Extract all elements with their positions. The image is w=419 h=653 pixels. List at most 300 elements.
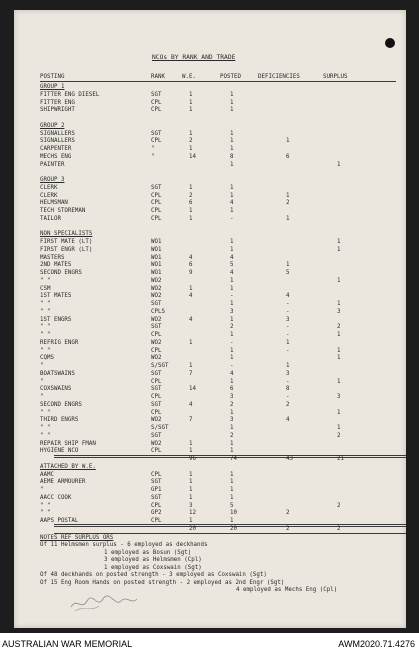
we-cell: 1 [189,448,193,455]
posted-cell: 1 [230,479,234,486]
posted-cell: 3 [230,417,234,424]
rank-cell: CPL [151,347,162,354]
rank-cell: S/SGT [151,363,169,369]
we-cell: 1 [189,440,193,447]
rank-cell: CPL [151,502,162,509]
we-cell: 2 [189,138,193,145]
posting-cell: " " [40,347,51,354]
we-cell: 1 [189,130,193,137]
table-row [14,355,406,362]
rank-cell: SGT [151,130,162,137]
deficiencies-cell: - [286,301,290,307]
table-row [14,92,406,99]
posting-cell: BOATSWAINS [40,370,75,377]
table-row [14,472,406,479]
we-cell: 4 [189,293,193,300]
deficiencies-cell: 1 [286,138,290,145]
we-cell: 6 [189,200,193,207]
posted-cell: 1 [230,448,234,455]
posting-cell: " " [40,425,51,431]
rank-cell: WO1 [151,262,162,269]
posted-cell: 1 [230,316,234,323]
posted-cell: 1 [230,246,234,253]
rank-cell: SGT [151,324,162,331]
surplus-cell: 1 [337,277,341,284]
table-row [14,301,406,308]
deficiencies-cell: 2 [286,401,290,408]
table-row [14,262,406,269]
posting-cell: " " [40,277,51,284]
posted-cell: 1 [230,130,234,137]
posting-cell: HELMSMAN [40,200,68,207]
posted-cell: - [230,215,234,222]
posting-cell: SHIPWRIGHT [40,107,75,114]
table-row [14,200,406,207]
surplus-cell: 21 [337,456,344,462]
table-row [14,286,406,293]
rank-cell: SGT [151,494,162,501]
posted-cell: 1 [230,285,234,292]
posted-cell: 10 [230,510,237,517]
posted-cell: 1 [230,301,234,307]
posting-cell: REPAIR SHIP FMAN [40,440,96,447]
posting-cell: ATTACHED BY W.E. [40,463,96,470]
surplus-cell: 1 [337,301,341,307]
header-posting: POSTING [40,74,65,80]
deficiencies-cell: 5 [286,270,290,276]
table-row [14,239,406,246]
posted-cell: 1 [230,91,234,98]
posted-cell: 1 [230,378,234,385]
surplus-cell: 1 [337,355,341,362]
rank-cell: SGT [151,370,162,377]
we-cell: 1 [189,479,193,486]
posted-cell: 74 [230,456,237,462]
posting-cell: " " [40,409,51,416]
posting-cell: " [40,363,44,369]
posting-cell: " " [40,432,51,439]
table-row [14,410,406,417]
rank-cell: WO2 [151,277,162,284]
table-row [14,146,406,153]
table-row [14,293,406,300]
posting-cell: FITTER ENG [40,99,75,106]
deficiencies-cell: 2 [286,525,290,532]
rank-cell: WO2 [151,440,162,447]
posting-cell: REFRIG ENGR [40,339,79,346]
posting-cell: " " [40,301,51,307]
footer-source: AUSTRALIAN WAR MEMORIAL [2,639,133,649]
posting-cell: MECHS ENG [40,153,72,160]
note-line: Of 15 Eng Room Hands on posted strength - 2 employed as 2nd Engr (Sgt) [40,579,285,586]
posting-cell: CARPENTER [40,146,72,152]
handwritten-scribble [69,593,139,613]
posting-cell: " " [40,308,51,315]
posted-cell: 1 [230,161,234,168]
document-title: NCOs BY RANK AND TRADE [152,54,236,61]
table-row [14,247,406,254]
surplus-cell: 2 [337,502,341,509]
deficiencies-cell: 3 [286,316,290,323]
table-row [14,503,406,510]
we-cell: 4 [189,316,193,323]
posted-cell: 5 [230,502,234,509]
posted-cell: 1 [230,487,234,493]
table-bottom-rule [54,533,406,534]
rank-cell: CPL [151,448,162,455]
table-row [14,255,406,262]
total-row [14,456,406,463]
posting-cell: " [40,394,44,400]
surplus-cell: 1 [337,425,341,431]
rank-cell: CPL [151,378,162,385]
header-rank: RANK [151,74,165,80]
posting-cell: TAILOR [40,215,61,222]
we-cell: 1 [189,99,193,106]
we-cell: 4 [189,254,193,261]
deficiencies-cell: 1 [286,262,290,269]
posting-cell: AEME ARMOURER [40,479,86,486]
document-page [14,10,406,628]
posting-cell: PAINTER [40,161,65,168]
punch-hole [385,38,395,48]
posted-cell: 1 [230,332,234,338]
deficiencies-cell: 8 [286,386,290,393]
posted-cell: 4 [230,254,234,261]
table-row [14,138,406,145]
posting-cell: " " [40,510,51,517]
table-row [14,317,406,324]
posted-cell: 3 [230,394,234,400]
posted-cell: 2 [230,401,234,408]
table-row [14,115,406,122]
we-cell: 14 [189,153,196,160]
surplus-cell: 1 [337,246,341,253]
table-row [14,324,406,331]
rank-cell: WO2 [151,339,162,346]
we-cell: 7 [189,417,193,424]
table-row [14,224,406,231]
posted-cell: 2 [230,432,234,439]
table-row [14,162,406,169]
note-line: 1 employed as Coxswain (Sgt) [104,564,202,571]
we-cell: 1 [189,215,193,222]
header-rule [40,81,396,82]
group-heading-row [14,123,406,130]
we-cell: 1 [189,471,193,478]
posted-cell: 1 [230,409,234,416]
rank-cell: WO2 [151,293,162,300]
surplus-cell: 2 [337,324,341,331]
rank-cell: WO1 [151,246,162,253]
table-row [14,441,406,448]
surplus-cell: 1 [337,161,341,168]
rank-cell: " [151,146,155,152]
posting-cell: CSM [40,285,51,292]
posted-cell: 5 [230,262,234,269]
posted-cell: - [230,363,234,369]
we-cell: 1 [189,339,193,346]
posting-cell: GROUP 3 [40,177,65,183]
deficiencies-cell: 1 [286,339,290,346]
table-row [14,425,406,432]
posting-cell: GROUP 2 [40,122,65,129]
posted-cell: 1 [230,355,234,362]
posted-cell: 1 [230,239,234,245]
rank-cell: CPL [151,99,162,106]
rank-cell: CPL [151,215,162,222]
posting-cell: " [40,487,44,493]
posting-cell: NON SPECIALISTS [40,231,93,238]
we-cell: 1 [189,107,193,114]
surplus-cell: 3 [337,308,341,315]
posting-cell: SIGNALLERS [40,138,75,145]
rank-cell: SGT [151,386,162,393]
rank-cell: CPL [151,409,162,416]
deficiencies-cell: - [286,394,290,400]
posting-cell: THIRD ENGRS [40,417,79,424]
table-row [14,433,406,440]
we-cell: 6 [189,262,193,269]
we-cell: 1 [189,518,193,524]
deficiencies-cell: 2 [286,200,290,207]
deficiencies-cell: 4 [286,293,290,300]
deficiencies-cell: - [286,324,290,331]
we-cell: 1 [189,363,193,369]
we-cell: 1 [189,487,193,493]
table-row [14,278,406,285]
posting-cell: CLERK [40,184,58,191]
posting-cell: CLERK [40,192,58,199]
posted-cell: 1 [230,425,234,431]
posted-cell: 2 [230,324,234,331]
posted-cell: 8 [230,153,234,160]
table-row [14,371,406,378]
table-row [14,379,406,386]
posting-cell: SECOND ENGRS [40,401,82,408]
table-row [14,185,406,192]
header-we: W.E. [182,74,196,80]
header-deficiencies: DEFICIENCIES [258,74,300,80]
posting-cell: FITTER ENG DIESEL [40,91,100,98]
posted-cell: 1 [230,277,234,284]
posted-cell: 4 [230,200,234,207]
group-heading-row [14,177,406,184]
posted-cell: 1 [230,208,234,214]
rank-cell: CPL [151,200,162,207]
rank-cell: SGT [151,301,162,307]
posting-cell: HYGIENE NCO [40,448,79,455]
posting-cell: " [40,378,44,385]
posting-cell: MASTERS [40,254,65,261]
rank-cell: WO2 [151,355,162,362]
posting-cell: COXSWAINS [40,386,72,393]
table-row [14,402,406,409]
note-line: 3 employed as Helmsmen (Cpl) [104,557,202,563]
posted-cell: 1 [230,107,234,114]
rank-cell: WO1 [151,239,162,245]
rank-cell: GP2 [151,510,162,517]
rank-cell: GP1 [151,487,162,493]
posted-cell: 6 [230,386,234,393]
table-row [14,340,406,347]
table-row [14,131,406,138]
we-cell: 1 [189,285,193,292]
deficiencies-cell: 43 [286,456,293,462]
we-cell: 1 [189,91,193,98]
posted-cell: - [230,339,234,346]
table-row [14,386,406,393]
we-cell: 1 [189,208,193,214]
deficiencies-cell: 1 [286,363,290,369]
rank-cell: S/SGT [151,425,169,431]
rank-cell: " [151,153,155,160]
rank-cell: CPL [151,208,162,214]
posting-cell: 2ND MATES [40,262,72,269]
deficiencies-cell: 3 [286,370,290,377]
we-cell: 1 [189,146,193,152]
table-row [14,169,406,176]
surplus-cell: 1 [337,332,341,338]
deficiencies-cell: 1 [286,192,290,199]
we-cell: 7 [189,370,193,377]
deficiencies-cell: 6 [286,153,290,160]
rank-cell: CPL [151,107,162,114]
posting-cell: SECOND ENGRS [40,270,82,276]
surplus-cell: 1 [337,239,341,245]
posted-cell: 4 [230,270,234,276]
surplus-cell: 2 [337,432,341,439]
deficiencies-cell: 1 [286,215,290,222]
rank-cell: CPL [151,192,162,199]
posted-cell: 1 [230,138,234,145]
rank-cell: SGT [151,432,162,439]
posting-cell: 1ST MATES [40,293,72,300]
rank-cell: CPL [151,518,162,524]
table-row [14,363,406,370]
rank-cell: CPL [151,471,162,478]
we-cell: 1 [189,184,193,191]
rank-cell: CPL [151,332,162,338]
posting-cell: " " [40,324,51,331]
posted-cell: 1 [230,518,234,524]
posted-cell: 1 [230,99,234,106]
posted-cell: 1 [230,184,234,191]
rank-cell: CPL [151,394,162,400]
posting-cell: TECH STOREMAN [40,208,86,214]
posted-cell: 1 [230,347,234,354]
we-cell: 14 [189,386,196,393]
posting-cell: " " [40,502,51,509]
we-cell: 4 [189,401,193,408]
deficiencies-cell: - [286,308,290,315]
rank-cell: SGT [151,184,162,191]
posting-cell: AAPS POSTAL [40,518,79,524]
deficiencies-cell: 2 [286,510,290,517]
rank-cell: WO2 [151,285,162,292]
rank-cell: CPLS [151,308,165,315]
rank-cell: SGT [151,479,162,486]
note-line: Of 48 deckhands on posted strength - 3 employed as Coxswain (Sgt) [40,572,267,578]
posted-cell: 3 [230,308,234,315]
table-row [14,193,406,200]
group-heading-row [14,464,406,471]
deficiencies-cell: - [286,332,290,338]
surplus-cell: 1 [337,378,341,385]
table-row [14,348,406,355]
rank-cell: WO1 [151,270,162,276]
posting-cell: FIRST MATE (LT) [40,239,93,245]
note-line: Of 11 Helmsmen surplus - 6 employed as deckhands [40,542,208,548]
notes-heading: NOTES REF SURPLUS ORS [40,534,114,541]
posting-cell: SIGNALLERS [40,130,75,137]
table-row [14,107,406,114]
we-cell: 12 [189,510,196,517]
surplus-cell: 2 [337,525,341,532]
group-heading-row [14,84,406,91]
rank-cell: SGT [151,91,162,98]
table-row [14,100,406,107]
surplus-cell: 3 [337,394,341,400]
table-row [14,417,406,424]
table-row [14,332,406,339]
deficiencies-cell: - [286,378,290,385]
posted-cell: - [230,293,234,300]
posted-cell: 1 [230,494,234,501]
posting-cell: AAMC [40,471,54,478]
we-cell: 20 [189,525,196,532]
posting-cell: " " [40,332,51,338]
posted-cell: 20 [230,525,237,532]
header-surplus: SURPLUS [323,74,348,80]
note-line: 1 employed as Bosun (Sgt) [104,549,192,556]
posted-cell: 4 [230,370,234,377]
table-row [14,479,406,486]
posting-cell: 1ST ENGRS [40,316,72,323]
rank-cell: SGT [151,401,162,408]
deficiencies-cell: 4 [286,417,290,424]
group-heading-row [14,231,406,238]
table-row [14,394,406,401]
posted-cell: 1 [230,192,234,199]
posted-cell: 1 [230,146,234,152]
table-row [14,487,406,494]
table-row [14,510,406,517]
note-line: 4 employed as Mechs Eng (Cpl) [236,587,338,593]
posting-cell: GROUP 1 [40,84,65,90]
footer-accession-number: AWM2020.71.4276 [338,639,415,649]
we-cell: 9 [189,270,193,276]
rank-cell: WO1 [151,254,162,261]
we-cell: 3 [189,502,193,509]
we-cell: 1 [189,494,193,501]
posting-cell: FIRST ENGR (LT) [40,246,93,253]
rank-cell: WO2 [151,417,162,424]
rank-cell: WO2 [151,316,162,323]
posted-cell: 1 [230,471,234,478]
table-row [14,216,406,223]
we-cell: 2 [189,192,193,199]
table-row [14,270,406,277]
we-cell: 96 [189,456,196,462]
table-row [14,154,406,161]
posting-cell: CQMS [40,355,54,362]
rank-cell: CPL [151,138,162,145]
surplus-cell: 1 [337,347,341,354]
table-row [14,208,406,215]
table-row [14,309,406,316]
surplus-cell: 1 [337,409,341,416]
